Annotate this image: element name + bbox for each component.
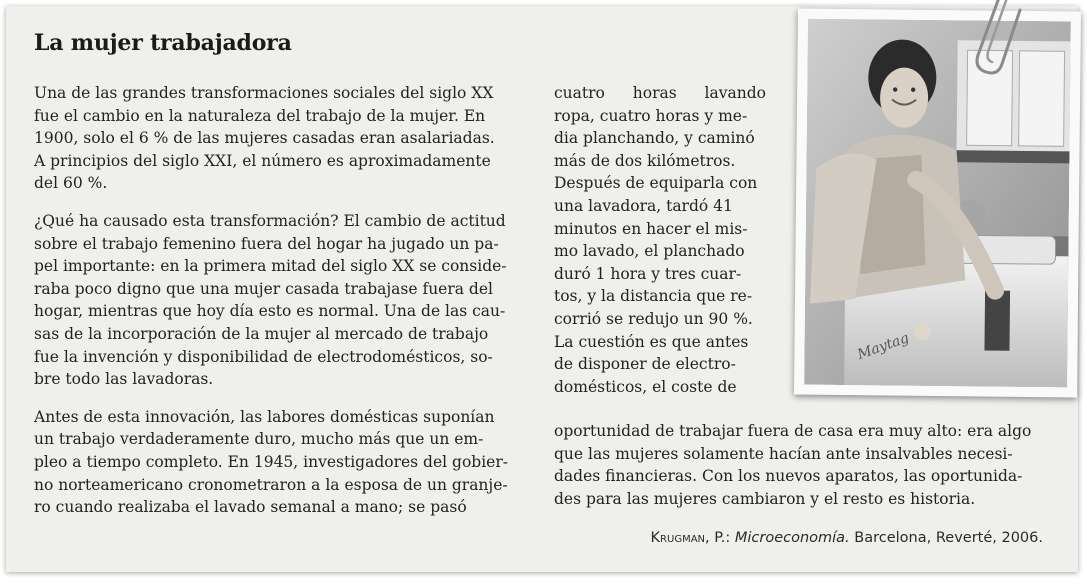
- text-line: cuatro horas lavando: [554, 84, 766, 102]
- citation-rest: Barcelona, Reverté, 2006.: [854, 530, 1043, 546]
- text-line: Después de equiparla con: [554, 174, 758, 193]
- article-title: La mujer trabajadora: [34, 30, 292, 56]
- text-line: ropa, cuatro horas y me-: [554, 106, 748, 125]
- text-line: domésticos, el coste de: [554, 377, 737, 396]
- text-line: sobre el trabajo femenino fuera del hogar ha jugado un pa-: [34, 234, 499, 253]
- text-line: La cuestión es que antes: [554, 332, 749, 351]
- text-line: bre todo las lavadoras.: [34, 370, 214, 389]
- left-column: [34, 82, 524, 534]
- text-line: una lavadora, tardó 41: [554, 196, 733, 215]
- text-line: corrió se redujo un 90 %.: [554, 309, 753, 328]
- washer-brand-stamp: Maytag: [855, 330, 912, 363]
- text-line: Una de las grandes transformaciones sociales del siglo XX: [34, 84, 494, 102]
- woman-washing-machine-illustration: [804, 19, 1071, 388]
- photo-frame: [794, 9, 1081, 398]
- text-line: más de dos kilómetros.: [554, 151, 736, 170]
- text-line: pleo a tiempo completo. En 1945, investigadores del gobier-: [34, 452, 508, 471]
- citation-author: Krugman, P.:: [650, 530, 731, 546]
- text-line: 1900, solo el 6 % de las mujeres casadas eran asalariadas.: [34, 129, 495, 148]
- text-line: duró 1 hora y tres cuar-: [554, 264, 742, 283]
- text-line: Antes de esta innovación, las labores domésticas suponían: [34, 407, 495, 426]
- text-line: no norteamericano cronometraron a la esposa de un granje-: [34, 475, 508, 494]
- citation: [651, 530, 1043, 546]
- citation-book: Microeconomía.: [734, 530, 850, 546]
- text-line: de disponer de electro-: [554, 355, 736, 374]
- text-line: dia planchando, y caminó: [554, 129, 755, 148]
- text-line: sas de la incorporación de la mujer al mercado de trabajo: [34, 324, 489, 343]
- paragraph-2: [34, 210, 524, 391]
- text-line: tos, y la distancia que re-: [554, 287, 753, 306]
- text-line: un trabajo verdaderamente duro, mucho más que un em-: [34, 430, 484, 449]
- paperclip-icon: [960, 0, 1030, 90]
- text-line: raba poco digno que una mujer casada trabajase fuera del: [34, 279, 493, 298]
- vintage-photo: [804, 19, 1071, 388]
- text-line: del 60 %.: [34, 174, 108, 193]
- text-line: pel importante: en la primera mitad del siglo XX se conside-: [34, 257, 507, 276]
- text-line: oportunidad de trabajar fuera de casa era muy alto: era algo: [554, 422, 1032, 440]
- text-line: minutos en hacer el mis-: [554, 219, 748, 238]
- text-line: que las mujeres solamente hacían ante insalvables necesi-: [554, 444, 1013, 463]
- text-line: fue la invención y disponibilidad de electrodomésticos, so-: [34, 347, 493, 366]
- text-line: ro cuando realizaba el lavado semanal a mano; se pasó: [34, 498, 467, 517]
- text-line: hogar, mientras que hoy día esto es normal. Una de las cau-: [34, 302, 506, 321]
- right-column-narrow: [554, 82, 766, 398]
- paragraph-3: [34, 406, 524, 519]
- text-line: des para las mujeres cambiaron y el resto es historia.: [554, 489, 976, 508]
- text-line: mo lavado, el planchado: [554, 242, 745, 261]
- paragraph-1: [34, 82, 524, 195]
- text-line: dades financieras. Con los nuevos aparatos, las oportunida-: [554, 467, 1023, 486]
- text-line: fue el cambio en la naturaleza del trabajo de la mujer. En: [34, 106, 486, 125]
- text-line: ¿Qué ha causado esta transformación? El cambio de actitud: [34, 211, 506, 230]
- right-column-wide: [554, 420, 1044, 510]
- text-line: A principios del siglo XXI, el número es aproximadamente: [34, 151, 491, 170]
